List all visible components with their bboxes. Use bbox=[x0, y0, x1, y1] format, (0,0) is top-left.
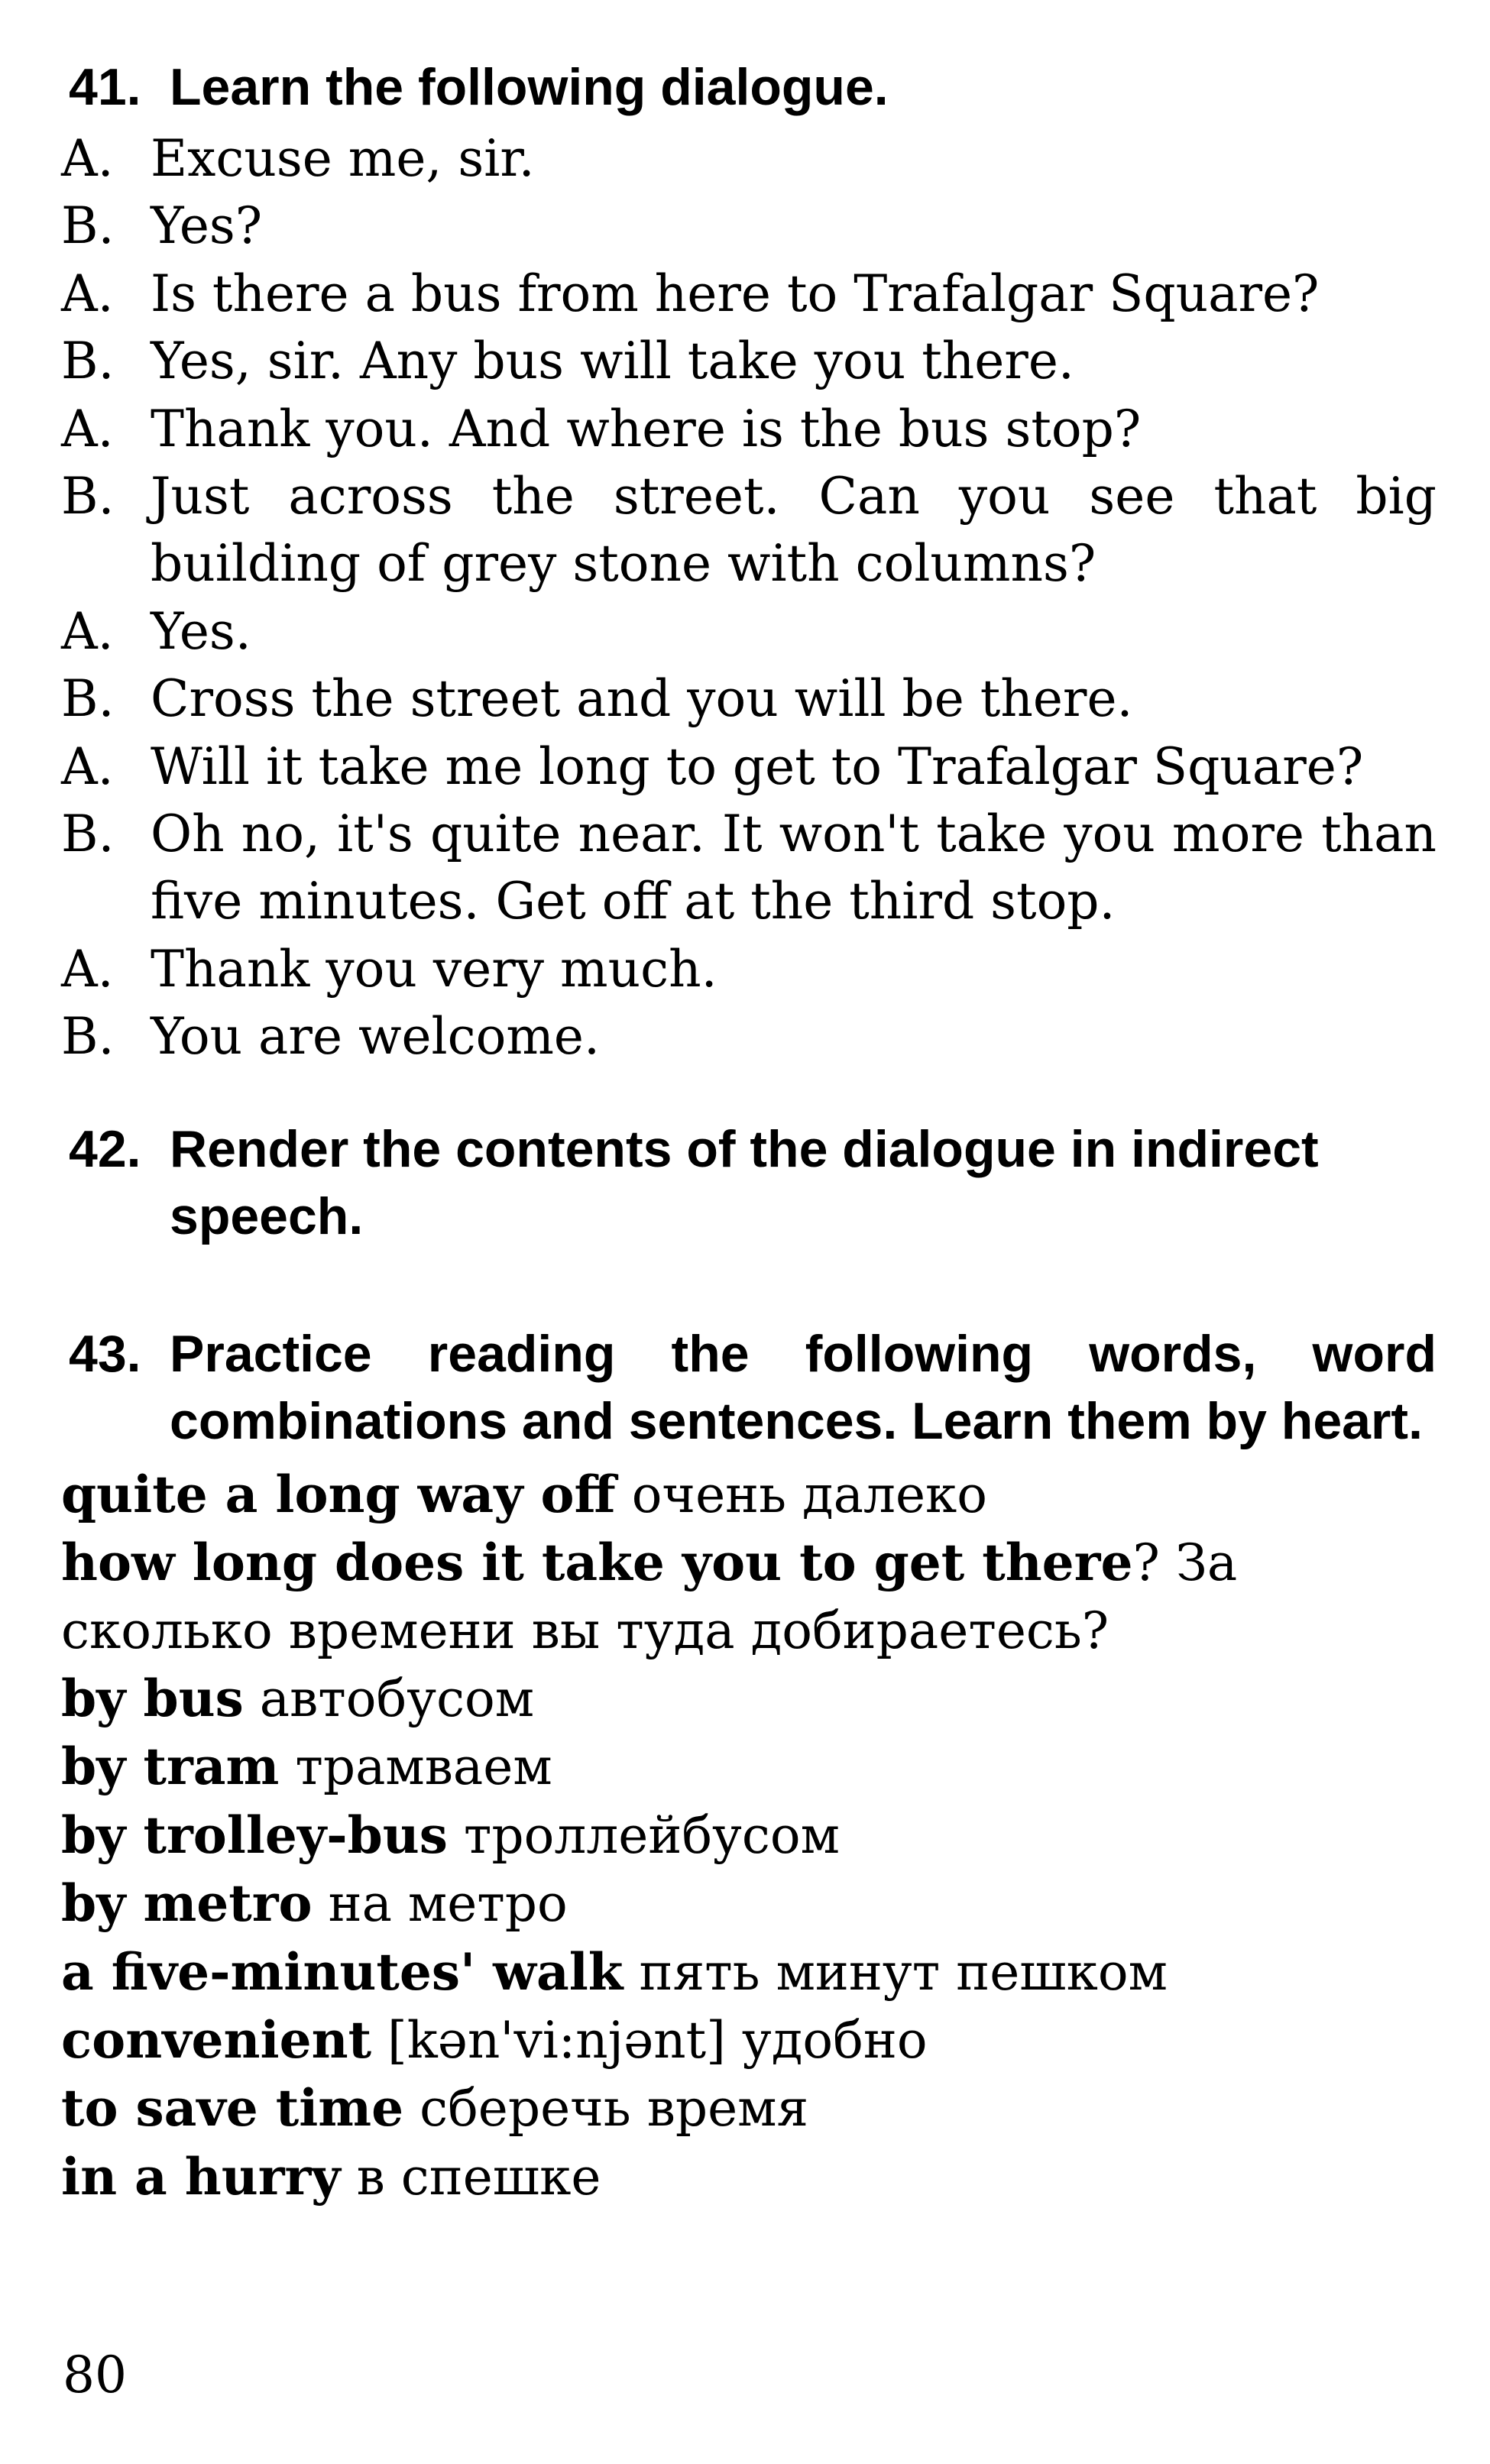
line-text: Yes, sir. Any bus will take you there. bbox=[151, 332, 1074, 391]
exercise-43-title: Practice reading the following words, word combinations and sentences. Learn them by heart. bbox=[170, 1324, 1437, 1450]
dialogue-line bbox=[61, 936, 1437, 1003]
exercise-41-heading bbox=[69, 53, 1437, 121]
line-text: Cross the street and you will be there. bbox=[151, 669, 1133, 729]
line-text: Is there a bus from here to Trafalgar Square? bbox=[151, 264, 1320, 323]
vocab-term: convenient bbox=[61, 2009, 372, 2070]
vocab-item bbox=[61, 2006, 1437, 2074]
vocab-translation: автобусом bbox=[243, 1669, 535, 1728]
exercise-42-title: Render the contents of the dialogue in indirect speech. bbox=[170, 1119, 1319, 1245]
vocab-translation: [kən'vi:njənt] удобно bbox=[371, 2010, 928, 2070]
vocab-translation: пять минут пешком bbox=[623, 1942, 1168, 2002]
vocab-item bbox=[61, 1461, 1437, 1529]
vocab-term: by tram bbox=[61, 1737, 280, 1797]
page-content bbox=[61, 53, 1437, 2211]
speaker-label: A. bbox=[61, 601, 114, 661]
line-text: You are welcome. bbox=[151, 1007, 600, 1067]
vocab-translation: троллейбусом bbox=[447, 1805, 840, 1865]
vocab-term: how long does it take you to get there bbox=[61, 1533, 1133, 1593]
vocab-term: by metro bbox=[61, 1873, 313, 1934]
vocab-term: by bus bbox=[61, 1668, 244, 1728]
vocab-term: a five-minutes' walk bbox=[61, 1941, 624, 2002]
vocab-item bbox=[61, 1665, 1437, 1733]
line-text: Oh no, it's quite near. It won't take you more than five minutes. Get off at the third stop. bbox=[151, 805, 1437, 931]
speaker-label: B. bbox=[61, 805, 115, 864]
vocab-term: to save time bbox=[61, 2078, 404, 2139]
exercise-42-heading bbox=[69, 1115, 1437, 1250]
line-text: Excuse me, sir. bbox=[151, 129, 535, 188]
exercise-42-number: 42. bbox=[69, 1119, 141, 1178]
vocab-translation: ? За сколько времени вы туда добираетесь? bbox=[61, 1533, 1238, 1660]
page-number: 80 bbox=[63, 2346, 127, 2404]
speaker-label: B. bbox=[61, 332, 115, 391]
vocab-term: in a hurry bbox=[61, 2146, 341, 2207]
speaker-label: A. bbox=[61, 737, 114, 796]
vocab-item bbox=[61, 1733, 1437, 1801]
line-text: Just across the street. Can you see that big building of grey stone with columns? bbox=[151, 467, 1437, 594]
speaker-label: B. bbox=[61, 467, 115, 526]
dialogue-line bbox=[61, 193, 1437, 260]
dialogue-line bbox=[61, 328, 1437, 395]
speaker-label: B. bbox=[61, 669, 115, 729]
vocabulary-list bbox=[61, 1461, 1437, 2211]
speaker-label: B. bbox=[61, 1007, 115, 1067]
vocab-translation: сберечь время bbox=[403, 2079, 809, 2139]
dialogue-line bbox=[61, 396, 1437, 463]
vocab-term: quite a long way off bbox=[61, 1464, 616, 1524]
dialogue-line bbox=[61, 1003, 1437, 1070]
dialogue-line bbox=[61, 733, 1437, 801]
dialogue-line bbox=[61, 125, 1437, 193]
speaker-label: A. bbox=[61, 129, 114, 188]
line-text: Thank you very much. bbox=[151, 939, 717, 999]
line-text: Yes? bbox=[151, 196, 263, 256]
exercise-43-heading bbox=[69, 1320, 1437, 1455]
line-text: Yes. bbox=[151, 601, 251, 661]
vocab-translation: трамваем bbox=[279, 1737, 552, 1797]
dialogue-line bbox=[61, 261, 1437, 328]
speaker-label: A. bbox=[61, 264, 114, 323]
vocab-item bbox=[61, 1938, 1437, 2006]
dialogue-line bbox=[61, 598, 1437, 665]
exercise-41-number: 41. bbox=[69, 58, 141, 116]
dialogue-line bbox=[61, 463, 1437, 598]
vocab-translation: в спешке bbox=[340, 2147, 601, 2207]
line-text: Will it take me long to get to Trafalgar Square? bbox=[151, 737, 1364, 796]
vocab-item bbox=[61, 2143, 1437, 2211]
vocab-item bbox=[61, 2074, 1437, 2142]
dialogue-line bbox=[61, 665, 1437, 733]
vocab-translation: на метро bbox=[312, 1874, 568, 1934]
vocab-item bbox=[61, 1870, 1437, 1938]
speaker-label: A. bbox=[61, 399, 114, 458]
speaker-label: B. bbox=[61, 196, 115, 256]
exercise-41-title: Learn the following dialogue. bbox=[170, 58, 889, 116]
line-text: Thank you. And where is the bus stop? bbox=[151, 399, 1142, 458]
dialogue-line bbox=[61, 801, 1437, 936]
exercise-43-number: 43. bbox=[69, 1324, 141, 1383]
vocab-term: by trolley-bus bbox=[61, 1805, 448, 1865]
vocab-translation: очень далеко bbox=[615, 1465, 987, 1524]
dialogue bbox=[61, 125, 1437, 1071]
vocab-item bbox=[61, 1802, 1437, 1870]
vocab-item bbox=[61, 1529, 1437, 1665]
speaker-label: A. bbox=[61, 939, 114, 999]
